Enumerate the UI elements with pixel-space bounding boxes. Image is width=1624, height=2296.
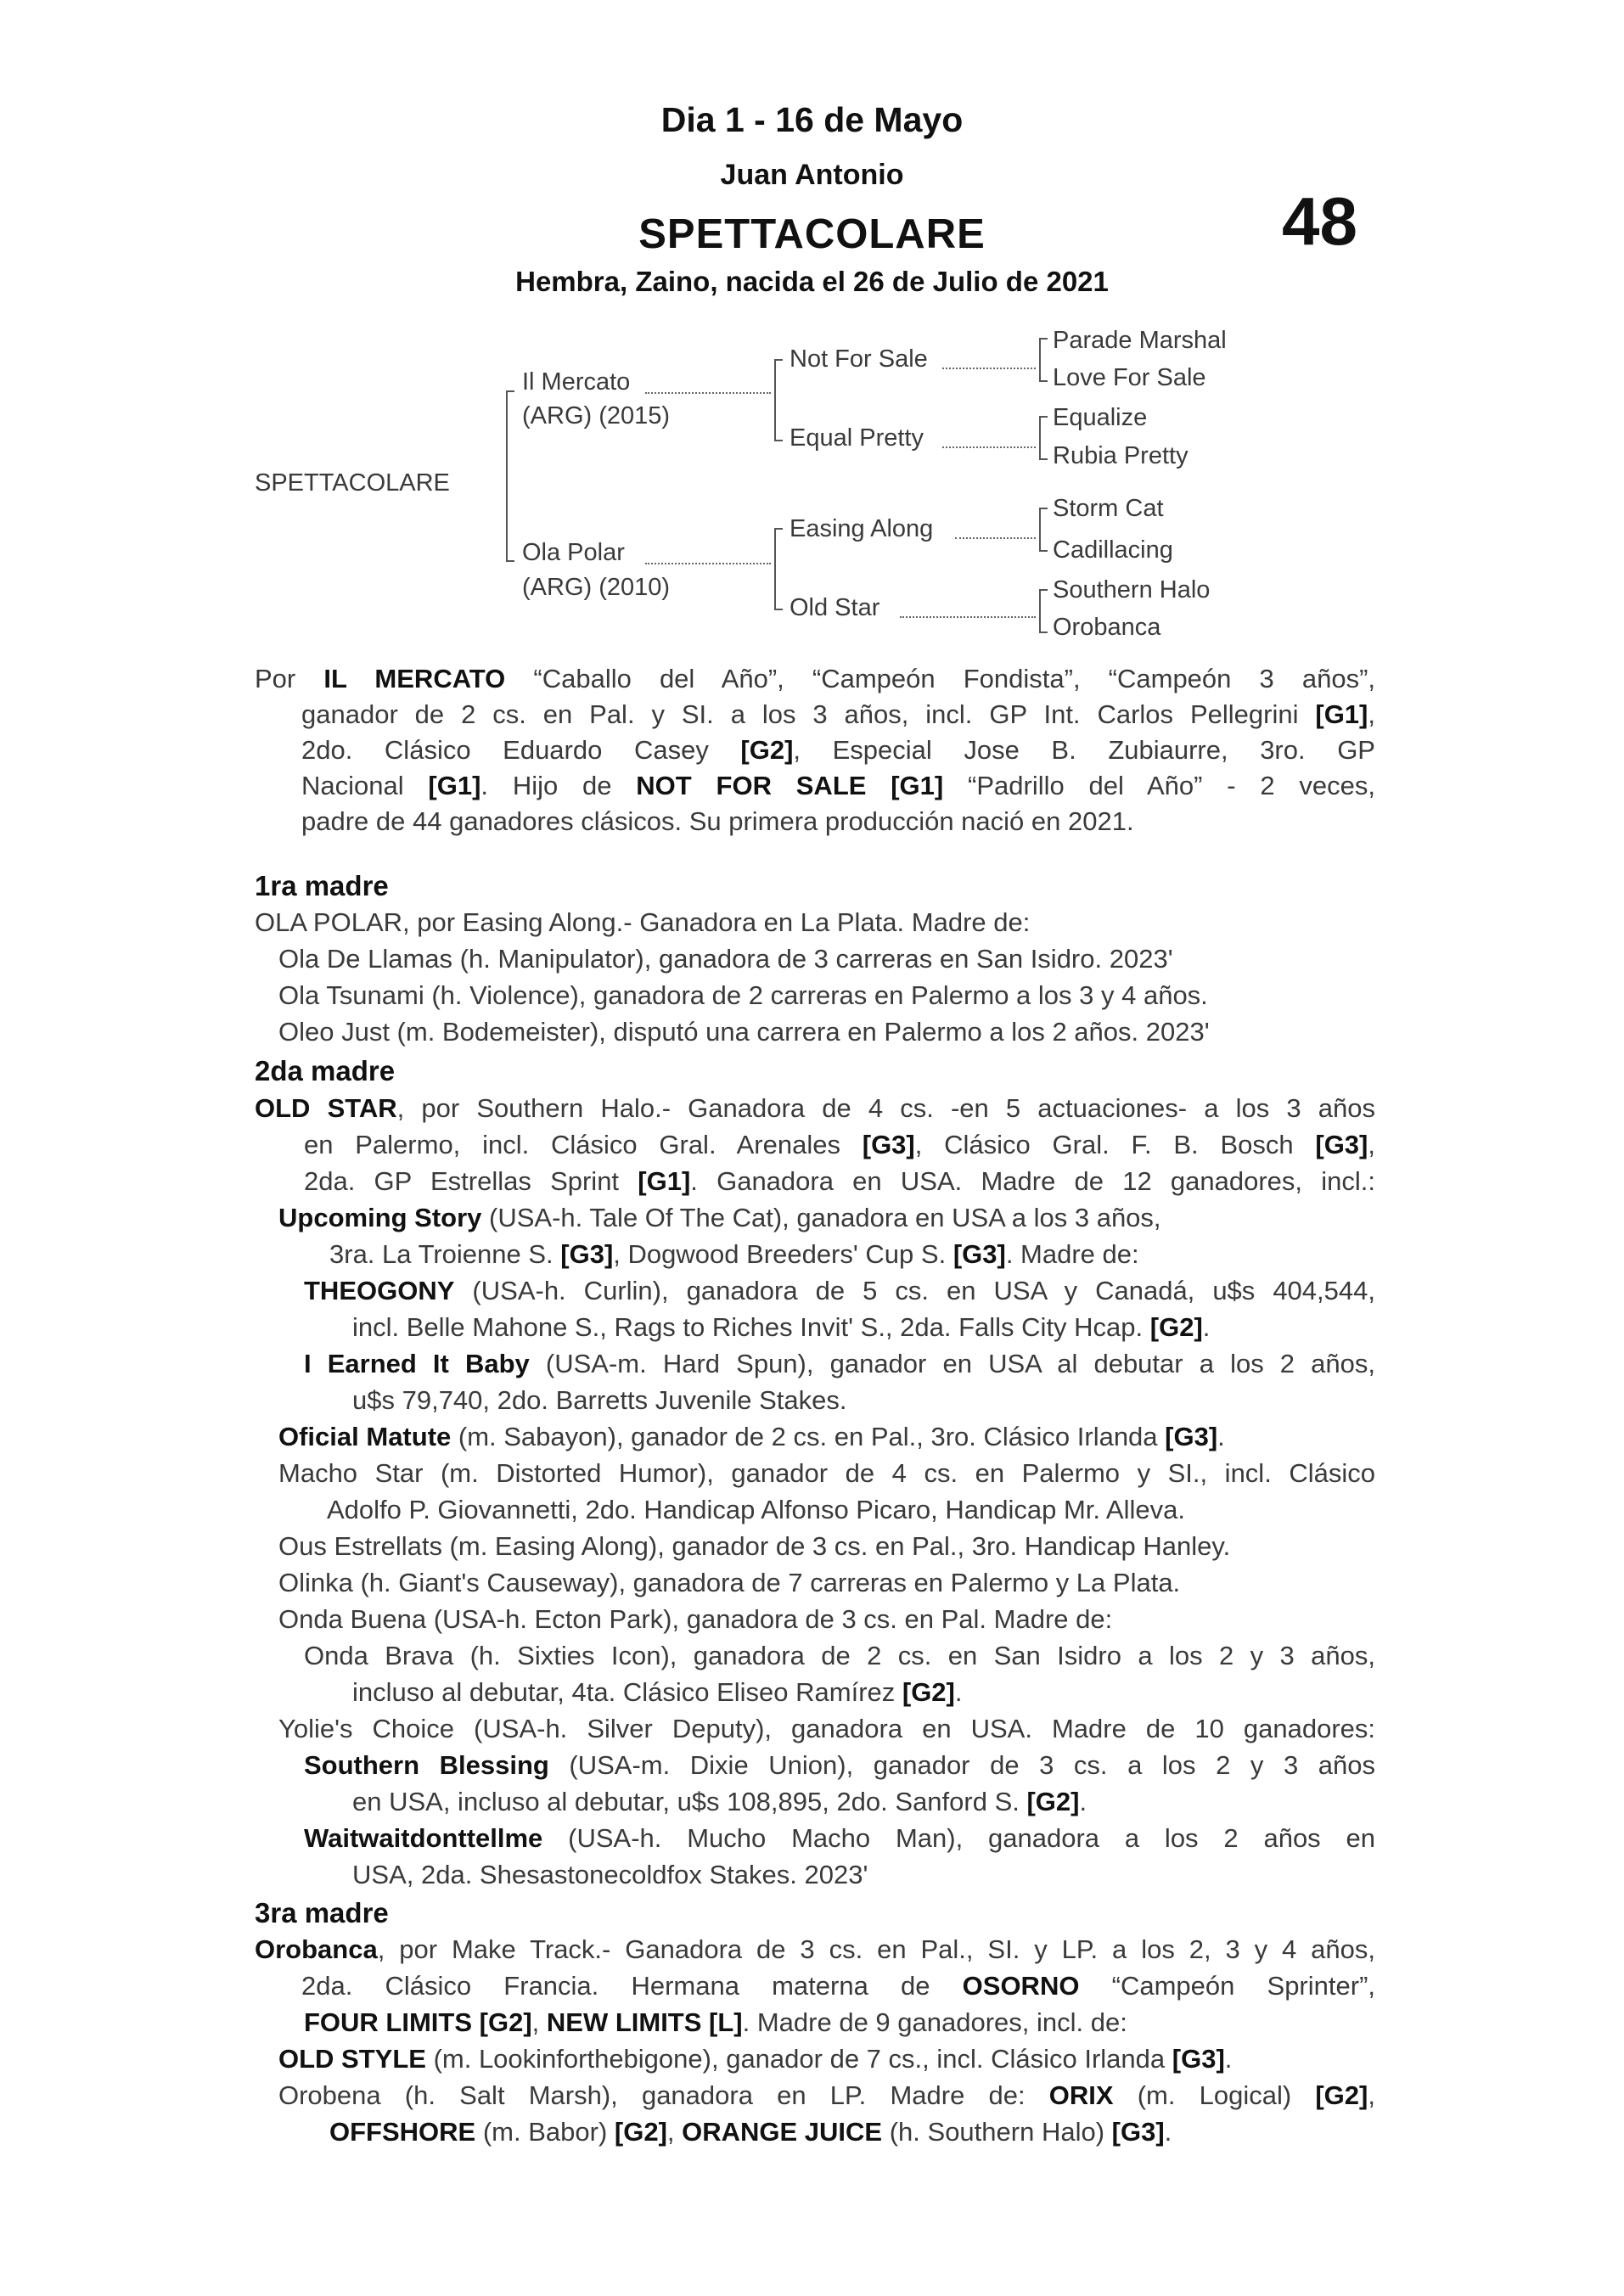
second-dam-line: Upcoming Story (USA-h. Tale Of The Cat), ganadora en USA a los 3 años, xyxy=(278,1203,1161,1232)
third-dam-line: OFFSHORE (m. Babor) [G2], ORANGE JUICE (h. Southern Halo) [G3]. xyxy=(329,2117,1172,2147)
pedigree-g3-8: Orobanca xyxy=(1053,614,1161,641)
pedigree-sire-dam: Equal Pretty xyxy=(790,424,924,452)
pedigree-g3-6: Cadillacing xyxy=(1053,536,1173,564)
second-dam-line: THEOGONY (USA-h. Curlin), ganadora de 5 cs. en USA y Canadá, u$s 404,544, xyxy=(304,1276,1375,1305)
pedigree-sire-origin: (ARG) (2015) xyxy=(522,402,671,429)
second-dam-line: u$s 79,740, 2do. Barretts Juvenile Stakes. xyxy=(352,1385,847,1415)
sire-line-1: Por IL MERCATO “Caballo del Año”, “Campeón Fondista”, “Campeón 3 años”, xyxy=(255,664,1376,693)
horse-description: Hembra, Zaino, nacida el 26 de Julio de 2021 xyxy=(515,266,1109,297)
second-dam-line: USA, 2da. Shesastonecoldfox Stakes. 2023' xyxy=(352,1860,868,1889)
first-dam-item: Ola Tsunami (h. Violence), ganadora de 2 carreras en Palermo a los 3 y 4 años. xyxy=(278,980,1208,1010)
second-dam-line: Macho Star (m. Distorted Humor), ganador de 4 cs. en Palermo y SI., incl. Clásico xyxy=(278,1458,1375,1488)
pedigree-dam-dam: Old Star xyxy=(790,594,880,621)
second-dam-line: Olinka (h. Giant's Causeway), ganadora de 7 carreras en Palermo y La Plata. xyxy=(278,1568,1181,1597)
third-dam-line: OLD STYLE (m. Lookinforthebigone), ganador de 7 cs., incl. Clásico Irlanda [G3]. xyxy=(278,2044,1233,2074)
first-dam-heading: 1ra madre xyxy=(255,870,389,901)
third-dam-line: Orobena (h. Salt Marsh), ganadora en LP. Madre de: ORIX (m. Logical) [G2], xyxy=(278,2080,1375,2110)
lot-number: 48 xyxy=(1282,183,1357,259)
second-dam-line: Oficial Matute (m. Sabayon), ganador de 2 cs. en Pal., 3ro. Clásico Irlanda [G3]. xyxy=(278,1422,1225,1451)
sire-line-5: padre de 44 ganadores clásicos. Su primera producción nació en 2021. xyxy=(301,806,1134,836)
owner-name: Juan Antonio xyxy=(720,159,904,191)
horse-name: SPETTACOLARE xyxy=(638,211,986,257)
pedigree-g3-5: Storm Cat xyxy=(1053,495,1164,522)
pedigree-g3-2: Love For Sale xyxy=(1053,364,1206,391)
second-dam-line: 3ra. La Troienne S. [G3], Dogwood Breeders' Cup S. [G3]. Madre de: xyxy=(329,1239,1139,1269)
sale-day-title: Dia 1 - 16 de Mayo xyxy=(660,100,964,139)
pedigree-g3-7: Southern Halo xyxy=(1053,576,1211,603)
third-dam-line: 2da. Clásico Francia. Hermana materna de OSORNO “Campeón Sprinter”, xyxy=(301,1971,1375,2001)
second-dam-line: Waitwaitdonttellme (USA-h. Mucho Macho Man), ganadora a los 2 años en xyxy=(304,1823,1375,1853)
second-dam-line: Onda Buena (USA-h. Ecton Park), ganadora de 3 cs. en Pal. Madre de: xyxy=(278,1604,1113,1634)
second-dam-line: en Palermo, incl. Clásico Gral. Arenales [G3], Clásico Gral. F. B. Bosch [G3], xyxy=(304,1130,1375,1159)
first-dam-item: Oleo Just (m. Bodemeister), disputó una carrera en Palermo a los 2 años. 2023' xyxy=(278,1017,1210,1047)
pedigree-sire: Il Mercato xyxy=(522,368,631,396)
first-dam-intro: OLA POLAR, por Easing Along.- Ganadora en La Plata. Madre de: xyxy=(255,907,1031,937)
third-dam-line: FOUR LIMITS [G2], NEW LIMITS [L]. Madre de 9 ganadores, incl. de: xyxy=(304,2007,1127,2037)
pedigree-dam-origin: (ARG) (2010) xyxy=(522,574,671,601)
second-dam-line: Yolie's Choice (USA-h. Silver Deputy), ganadora en USA. Madre de 10 ganadores: xyxy=(278,1714,1375,1743)
second-dam-line: Adolfo P. Giovannetti, 2do. Handicap Alfonso Picaro, Handicap Mr. Alleva. xyxy=(327,1495,1185,1524)
second-dam-line: incluso al debutar, 4ta. Clásico Eliseo Ramírez [G2]. xyxy=(352,1677,963,1707)
pedigree-g3-3: Equalize xyxy=(1053,404,1148,431)
second-dam-line: Onda Brava (h. Sixties Icon), ganadora de 2 cs. en San Isidro a los 2 y 3 años, xyxy=(304,1641,1375,1670)
sire-line-3: 2do. Clásico Eduardo Casey [G2], Especial Jose B. Zubiaurre, 3ro. GP xyxy=(301,735,1375,765)
pedigree-g3-1: Parade Marshal xyxy=(1053,327,1227,354)
second-dam-line: en USA, incluso al debutar, u$s 108,895, 2do. Sanford S. [G2]. xyxy=(352,1787,1087,1816)
second-dam-line: Southern Blessing (USA-m. Dixie Union), ganador de 3 cs. a los 2 y 3 años xyxy=(304,1750,1375,1780)
third-dam-heading: 3ra madre xyxy=(255,1897,389,1928)
sire-line-2: ganador de 2 cs. en Pal. y SI. a los 3 años, incl. GP Int. Carlos Pellegrini [G1], xyxy=(301,699,1375,729)
second-dam-line: incl. Belle Mahone S., Rags to Riches Invit' S., 2da. Falls City Hcap. [G2]. xyxy=(352,1312,1211,1342)
pedigree-dam-sire: Easing Along xyxy=(790,515,934,542)
second-dam-line: I Earned It Baby (USA-m. Hard Spun), ganador en USA al debutar a los 2 años, xyxy=(304,1349,1375,1378)
pedigree-subject: SPETTACOLARE xyxy=(255,469,450,497)
pedigree-dam: Ola Polar xyxy=(522,539,625,566)
second-dam-heading: 2da madre xyxy=(255,1055,396,1086)
second-dam-line: Ous Estrellats (m. Easing Along), ganador de 3 cs. en Pal., 3ro. Handicap Hanley. xyxy=(278,1531,1231,1561)
second-dam-line: OLD STAR, por Southern Halo.- Ganadora de 4 cs. -en 5 actuaciones- a los 3 años xyxy=(255,1093,1375,1123)
third-dam-line: Orobanca, por Make Track.- Ganadora de 3 cs. en Pal., SI. y LP. a los 2, 3 y 4 años, xyxy=(255,1934,1375,1964)
second-dam-line: 2da. GP Estrellas Sprint [G1]. Ganadora en USA. Madre de 12 ganadores, incl.: xyxy=(304,1166,1375,1196)
first-dam-item: Ola De Llamas (h. Manipulator), ganadora de 3 carreras en San Isidro. 2023' xyxy=(278,944,1173,974)
pedigree-sire-sire: Not For Sale xyxy=(790,345,928,373)
pedigree-g3-4: Rubia Pretty xyxy=(1053,442,1188,469)
sire-line-4: Nacional [G1]. Hijo de NOT FOR SALE [G1] “Padrillo del Año” - 2 veces, xyxy=(301,771,1375,800)
